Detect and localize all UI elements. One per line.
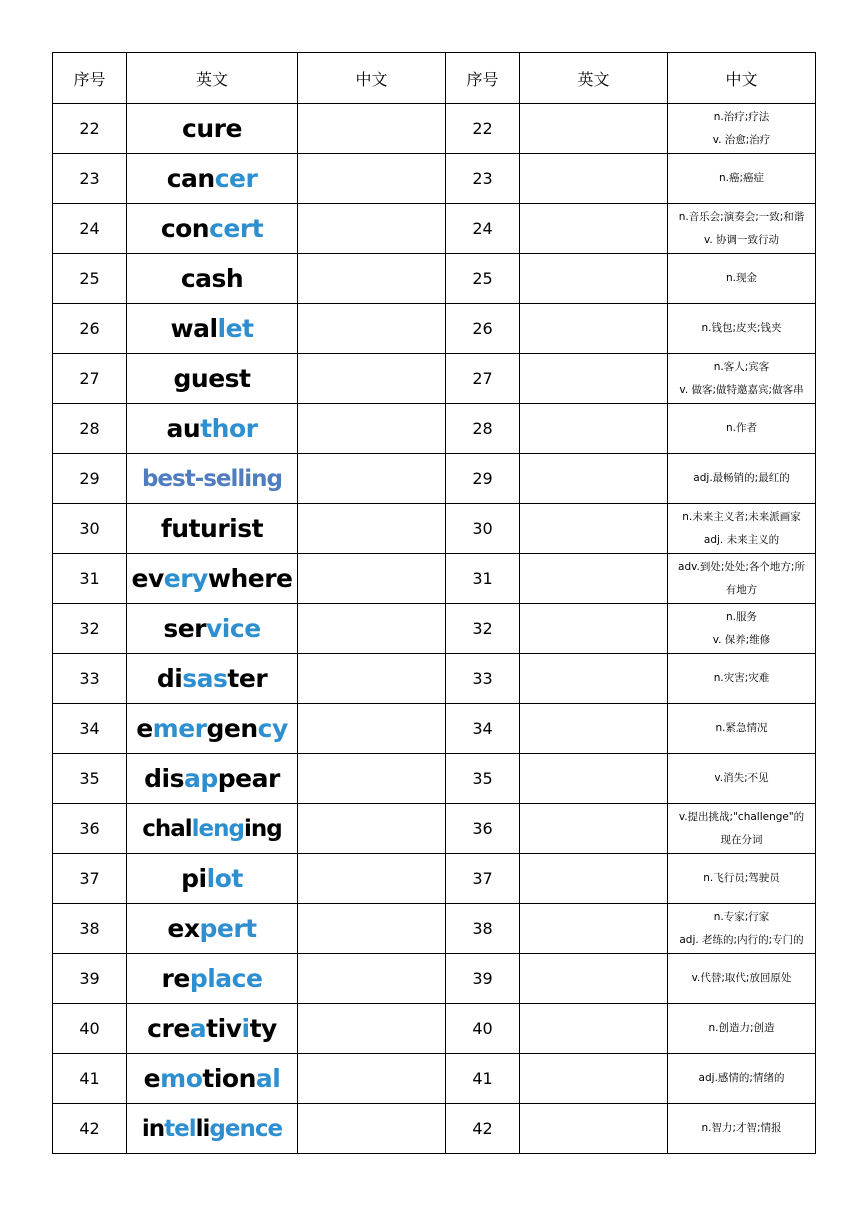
english-blank-right: [520, 504, 668, 554]
word-syllable: thor: [200, 414, 258, 443]
definition-line: n.客人;宾客: [713, 360, 770, 373]
chinese-definition: [668, 754, 816, 804]
row-number-left: 37: [53, 854, 127, 904]
row-number-left: 38: [53, 904, 127, 954]
chinese-definition: [668, 804, 816, 854]
english-word: [127, 604, 298, 654]
row-number-left: 28: [53, 404, 127, 454]
english-word: [127, 154, 298, 204]
chinese-definition: [668, 104, 816, 154]
word-syllable: wal: [170, 314, 218, 343]
english-blank-right: [520, 904, 668, 954]
row-number-right: 22: [446, 104, 520, 154]
word-syllable: ex: [167, 914, 200, 943]
row-number-left: 27: [53, 354, 127, 404]
word-syllable: au: [166, 414, 201, 443]
row-number-right: 28: [446, 404, 520, 454]
table-row: [53, 654, 816, 704]
chinese-blank-left: [298, 704, 446, 754]
row-number-left: 34: [53, 704, 127, 754]
word-syllable: dis: [144, 764, 185, 793]
word-syllable: ev: [131, 564, 164, 593]
chinese-definition: [668, 604, 816, 654]
definition-line: v.提出挑战;"challenge"的: [678, 810, 805, 823]
definition-line: n.紧急情况: [715, 722, 768, 734]
english-word: [127, 1054, 298, 1104]
chinese-definition: [668, 154, 816, 204]
english-blank-right: [520, 704, 668, 754]
definition-line: n.音乐会;演奏会;一致;和谐: [678, 210, 805, 223]
english-blank-right: [520, 654, 668, 704]
word-syllable: mer: [152, 714, 207, 743]
table-row: [53, 504, 816, 554]
table-row: [53, 104, 816, 154]
chinese-blank-left: [298, 304, 446, 354]
english-blank-right: [520, 954, 668, 1004]
chinese-blank-left: [298, 354, 446, 404]
header-row: [53, 53, 816, 104]
chinese-definition: [668, 1004, 816, 1054]
definition-line: v. 保养;维修: [712, 633, 771, 646]
header-number-right: 序号: [446, 53, 520, 104]
chinese-definition: [668, 404, 816, 454]
table-row: [53, 804, 816, 854]
definition-line: v. 治愈;治疗: [712, 133, 771, 146]
chinese-definition: [668, 1104, 816, 1154]
header-chinese-left: 中文: [298, 53, 446, 104]
table-row: [53, 954, 816, 1004]
english-word: [127, 1104, 298, 1154]
english-word: [127, 254, 298, 304]
row-number-right: 41: [446, 1054, 520, 1104]
chinese-definition: [668, 554, 816, 604]
word-syllable: al: [255, 1064, 281, 1093]
english-blank-right: [520, 304, 668, 354]
chinese-blank-left: [298, 1104, 446, 1154]
word-syllable: li: [195, 1115, 210, 1142]
english-word: [127, 404, 298, 454]
chinese-definition: [668, 704, 816, 754]
definition-line: n.现金: [726, 272, 757, 284]
chinese-definition: [668, 854, 816, 904]
row-number-right: 24: [446, 204, 520, 254]
english-word: [127, 954, 298, 1004]
row-number-left: 31: [53, 554, 127, 604]
definition-line: 有地方: [725, 583, 758, 596]
english-blank-right: [520, 554, 668, 604]
word-syllable: a: [189, 1014, 207, 1043]
row-number-right: 23: [446, 154, 520, 204]
english-word: [127, 104, 298, 154]
english-blank-right: [520, 1104, 668, 1154]
word-syllable: ap: [184, 764, 218, 793]
chinese-blank-left: [298, 404, 446, 454]
english-word: [127, 304, 298, 354]
chinese-blank-left: [298, 804, 446, 854]
row-number-right: 42: [446, 1104, 520, 1154]
definition-line: v. 协调一致行动: [703, 233, 780, 246]
chinese-definition: [668, 454, 816, 504]
english-blank-right: [520, 154, 668, 204]
chinese-blank-left: [298, 1054, 446, 1104]
definition-line: n.灾害;灾难: [713, 672, 770, 684]
word-syllable: cash: [180, 264, 244, 293]
row-number-left: 32: [53, 604, 127, 654]
english-word: [127, 554, 298, 604]
english-blank-right: [520, 1054, 668, 1104]
word-syllable: sas: [182, 664, 228, 693]
table-row: [53, 854, 816, 904]
chinese-definition: [668, 354, 816, 404]
english-word: [127, 654, 298, 704]
word-syllable: futurist: [160, 514, 264, 543]
row-number-right: 39: [446, 954, 520, 1004]
row-number-left: 41: [53, 1054, 127, 1104]
word-syllable: ing: [244, 815, 282, 842]
row-number-right: 33: [446, 654, 520, 704]
english-blank-right: [520, 404, 668, 454]
word-syllable: pi: [181, 864, 207, 893]
chinese-blank-left: [298, 1004, 446, 1054]
table-row: [53, 304, 816, 354]
word-syllable: e: [143, 1064, 161, 1093]
definition-line: n.智力;才智;情报: [701, 1122, 782, 1134]
word-syllable: ser: [163, 614, 207, 643]
table-row: [53, 1004, 816, 1054]
english-word: [127, 354, 298, 404]
chinese-blank-left: [298, 554, 446, 604]
row-number-right: 36: [446, 804, 520, 854]
table-row: [53, 604, 816, 654]
row-number-left: 25: [53, 254, 127, 304]
chinese-definition: [668, 954, 816, 1004]
definition-line: adj. 未来主义的: [703, 533, 780, 546]
definition-line: n.作者: [726, 422, 757, 434]
word-syllable: gen: [206, 714, 258, 743]
word-syllable: best-selling: [141, 465, 283, 492]
row-number-left: 39: [53, 954, 127, 1004]
chinese-blank-left: [298, 854, 446, 904]
word-syllable: i: [241, 1014, 250, 1043]
definition-line: adj. 老练的;内行的;专门的: [679, 933, 804, 946]
word-syllable: re: [161, 964, 190, 993]
table-row: [53, 454, 816, 504]
english-word: [127, 904, 298, 954]
definition-line: adv.到处;处处;各个地方;所: [678, 560, 805, 573]
row-number-right: 30: [446, 504, 520, 554]
row-number-right: 35: [446, 754, 520, 804]
row-number-right: 25: [446, 254, 520, 304]
table-row: [53, 754, 816, 804]
english-word: [127, 804, 298, 854]
row-number-left: 24: [53, 204, 127, 254]
english-blank-right: [520, 454, 668, 504]
word-syllable: pear: [217, 764, 280, 793]
definition-line: v.消失;不见: [714, 772, 769, 784]
definition-line: adj.最畅销的;最红的: [693, 472, 790, 484]
row-number-left: 35: [53, 754, 127, 804]
word-syllable: cy: [257, 714, 288, 743]
chinese-blank-left: [298, 104, 446, 154]
chinese-definition: [668, 904, 816, 954]
table-row: [53, 704, 816, 754]
english-blank-right: [520, 854, 668, 904]
english-word: [127, 454, 298, 504]
english-blank-right: [520, 354, 668, 404]
english-word: [127, 504, 298, 554]
table-row: [53, 254, 816, 304]
english-blank-right: [520, 804, 668, 854]
row-number-right: 32: [446, 604, 520, 654]
chinese-definition: [668, 304, 816, 354]
word-syllable: tel: [164, 1115, 196, 1142]
row-number-right: 34: [446, 704, 520, 754]
english-word: [127, 854, 298, 904]
row-number-right: 40: [446, 1004, 520, 1054]
row-number-right: 38: [446, 904, 520, 954]
table-row: [53, 904, 816, 954]
chinese-definition: [668, 254, 816, 304]
english-blank-right: [520, 104, 668, 154]
english-blank-right: [520, 204, 668, 254]
english-blank-right: [520, 1004, 668, 1054]
chinese-definition: [668, 204, 816, 254]
chinese-blank-left: [298, 654, 446, 704]
row-number-right: 29: [446, 454, 520, 504]
word-syllable: place: [189, 964, 263, 993]
row-number-left: 22: [53, 104, 127, 154]
word-syllable: ery: [163, 564, 208, 593]
english-word: [127, 204, 298, 254]
word-syllable: con: [160, 214, 210, 243]
word-syllable: lot: [206, 864, 243, 893]
chinese-blank-left: [298, 604, 446, 654]
word-syllable: can: [166, 164, 215, 193]
chinese-blank-left: [298, 254, 446, 304]
chinese-blank-left: [298, 504, 446, 554]
chinese-blank-left: [298, 954, 446, 1004]
word-syllable: cert: [209, 214, 264, 243]
word-syllable: chal: [142, 815, 192, 842]
chinese-definition: [668, 1054, 816, 1104]
word-syllable: guest: [173, 364, 251, 393]
row-number-left: 40: [53, 1004, 127, 1054]
table-row: [53, 1104, 816, 1154]
english-word: [127, 704, 298, 754]
definition-line: adj.感情的;情绪的: [698, 1072, 785, 1084]
english-word: [127, 754, 298, 804]
english-blank-right: [520, 604, 668, 654]
definition-line: v.代替;取代;放回原处: [691, 972, 792, 984]
row-number-right: 37: [446, 854, 520, 904]
word-syllable: leng: [191, 815, 244, 842]
row-number-right: 26: [446, 304, 520, 354]
header-english-left: 英文: [127, 53, 298, 104]
row-number-right: 27: [446, 354, 520, 404]
table-row: [53, 1054, 816, 1104]
row-number-left: 36: [53, 804, 127, 854]
word-syllable: tiv: [206, 1014, 242, 1043]
table-row: [53, 154, 816, 204]
chinese-blank-left: [298, 454, 446, 504]
word-syllable: ter: [227, 664, 268, 693]
word-syllable: let: [217, 314, 254, 343]
chinese-blank-left: [298, 204, 446, 254]
header-english-right: 英文: [520, 53, 668, 104]
english-blank-right: [520, 754, 668, 804]
header-chinese-right: 中文: [668, 53, 816, 104]
word-syllable: di: [156, 664, 183, 693]
chinese-blank-left: [298, 754, 446, 804]
chinese-definition: [668, 504, 816, 554]
definition-line: n.未来主义者;未来派画家: [682, 510, 801, 523]
word-syllable: cure: [182, 114, 242, 143]
row-number-left: 23: [53, 154, 127, 204]
word-syllable: in: [141, 1115, 165, 1142]
definition-line: v. 做客;做特邀嘉宾;做客串: [679, 383, 804, 396]
definition-line: n.钱包;皮夹;钱夹: [701, 322, 782, 334]
word-syllable: tion: [202, 1064, 256, 1093]
table-row: [53, 404, 816, 454]
chinese-blank-left: [298, 154, 446, 204]
row-number-left: 30: [53, 504, 127, 554]
word-syllable: where: [207, 564, 293, 593]
header-number-left: 序号: [53, 53, 127, 104]
chinese-definition: [668, 654, 816, 704]
definition-line: n.癌;癌症: [718, 172, 765, 184]
definition-line: 现在分词: [720, 833, 763, 846]
definition-line: n.服务: [726, 610, 757, 623]
row-number-left: 29: [53, 454, 127, 504]
table-row: [53, 204, 816, 254]
definition-line: n.专家;行家: [713, 910, 770, 923]
english-blank-right: [520, 254, 668, 304]
word-syllable: gence: [209, 1115, 283, 1142]
definition-line: n.治疗;疗法: [713, 110, 770, 123]
chinese-blank-left: [298, 904, 446, 954]
row-number-left: 42: [53, 1104, 127, 1154]
row-number-left: 26: [53, 304, 127, 354]
word-syllable: ty: [249, 1014, 277, 1043]
word-syllable: vice: [206, 614, 261, 643]
vocabulary-table: [52, 52, 816, 1154]
word-syllable: mo: [160, 1064, 203, 1093]
row-number-right: 31: [446, 554, 520, 604]
table-row: [53, 354, 816, 404]
row-number-left: 33: [53, 654, 127, 704]
word-syllable: e: [136, 714, 153, 743]
english-word: [127, 1004, 298, 1054]
table-row: [53, 554, 816, 604]
word-syllable: cre: [147, 1014, 190, 1043]
word-syllable: cer: [214, 164, 258, 193]
definition-line: n.飞行员;驾驶员: [703, 872, 780, 884]
word-syllable: pert: [199, 914, 257, 943]
definition-line: n.创造力;创造: [708, 1022, 775, 1034]
